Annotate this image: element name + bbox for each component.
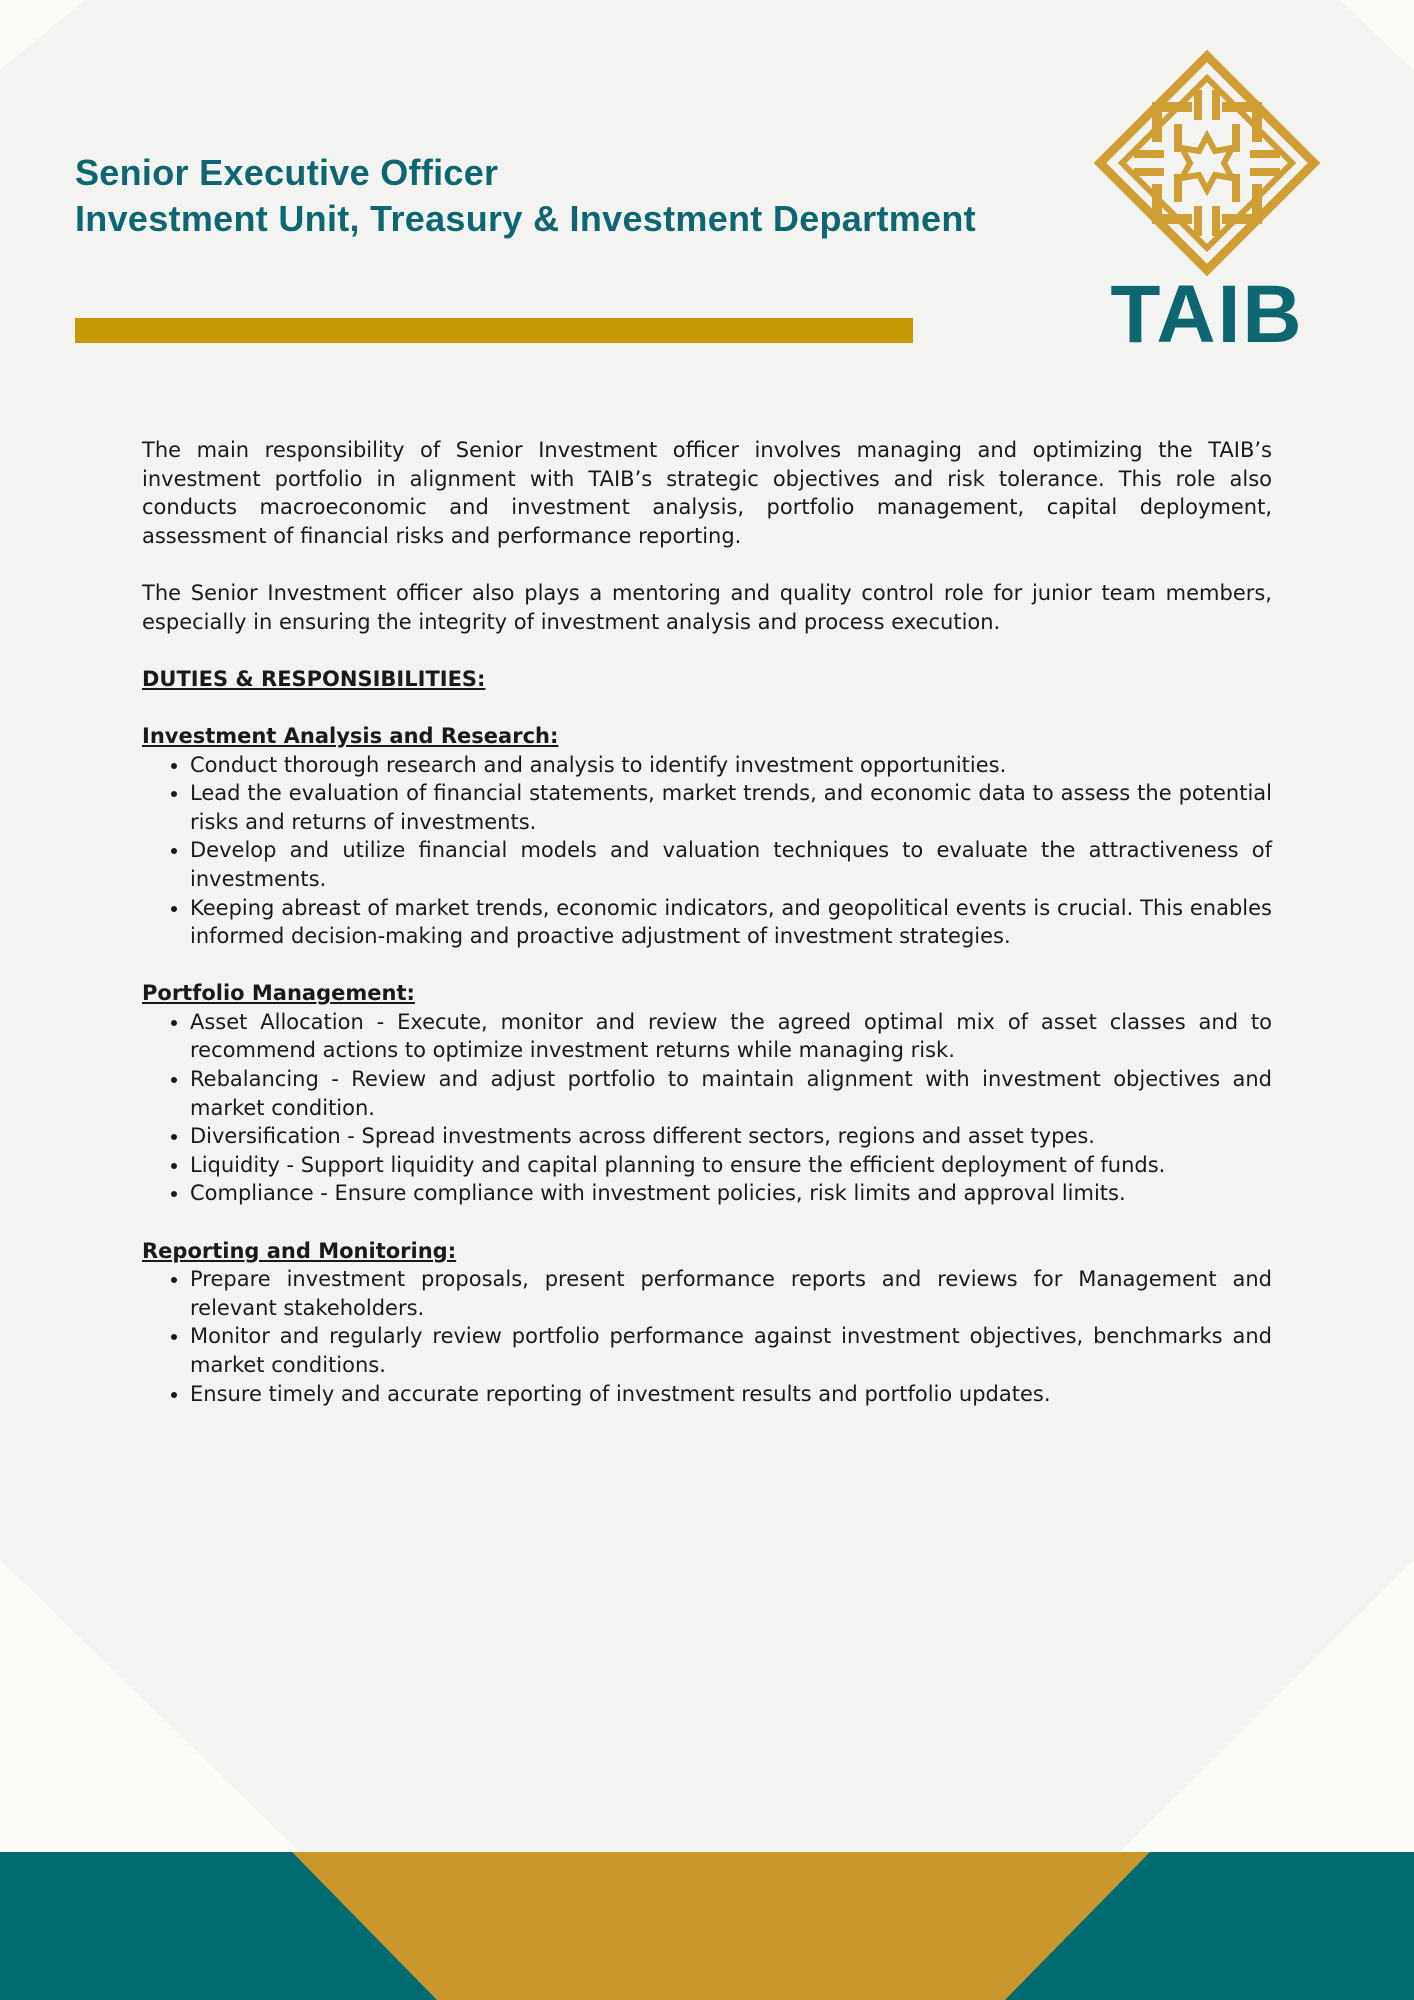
job-title: Senior Executive Officer: [75, 152, 499, 193]
section-heading: Portfolio Management:: [142, 981, 415, 1006]
list-item: • Conduct thorough research and analysis to identify investment opportunities.: [190, 751, 1272, 780]
section-heading: Investment Analysis and Research:: [142, 723, 559, 748]
section-portfolio-management: [142, 979, 1272, 1208]
bullet-list: [142, 1265, 1272, 1408]
department-title: Investment Unit, Treasury & Investment Department: [75, 198, 976, 239]
list-item: • Monitor and regularly review portfolio performance against investment objectives, benchmarks and market conditions.: [190, 1322, 1272, 1379]
section-reporting-monitoring: [142, 1237, 1272, 1409]
section-heading: Reporting and Monitoring:: [142, 1238, 457, 1263]
bullet-list: [142, 751, 1272, 951]
list-item: • Liquidity - Support liquidity and capital planning to ensure the efficient deployment of funds.: [190, 1151, 1272, 1180]
page-title: [75, 150, 1065, 242]
job-description: [142, 436, 1272, 1437]
title-underline-bar: [75, 318, 913, 343]
duties-heading: DUTIES & RESPONSIBILITIES:: [142, 666, 486, 691]
list-item: • Asset Allocation - Execute, monitor and review the agreed optimal mix of asset classes and to recommend actions to optimize investment returns while managing risk.: [190, 1008, 1272, 1065]
footer-band: [0, 1852, 1414, 2000]
list-item: • Lead the evaluation of financial statements, market trends, and economic data to assess the potential risks and returns of investments.: [190, 779, 1272, 836]
list-item: • Rebalancing - Review and adjust portfolio to maintain alignment with investment objectives and market condition.: [190, 1065, 1272, 1122]
list-item: • Prepare investment proposals, present performance reports and reviews for Management and relevant stakeholders.: [190, 1265, 1272, 1322]
list-item: • Diversification - Spread investments across different sectors, regions and asset types.: [190, 1122, 1272, 1151]
intro-paragraph-2: The Senior Investment officer also plays a mentoring and quality control role for junior team members, especially in ensuring the integrity of investment analysis and process execution.: [142, 580, 1272, 634]
calligraphy-emblem-icon: [1094, 50, 1320, 276]
section-investment-analysis: [142, 722, 1272, 951]
taib-logo: [1094, 50, 1320, 360]
list-item: • Develop and utilize financial models and valuation techniques to evaluate the attractiveness of investments.: [190, 836, 1272, 893]
list-item: • Compliance - Ensure compliance with investment policies, risk limits and approval limits.: [190, 1179, 1272, 1208]
intro-paragraph-1: The main responsibility of Senior Investment officer involves managing and optimizing the TAIB’s investment portfolio in alignment with TAIB’s strategic objectives and risk tolerance. This role also conducts macroeconomic and investment analysis, portfolio management, capital deployment, assessment of financial risks and performance reporting.: [142, 438, 1272, 548]
logo-wordmark: TAIB: [1110, 269, 1304, 360]
bullet-list: [142, 1008, 1272, 1208]
list-item: • Ensure timely and accurate reporting of investment results and portfolio updates.: [190, 1380, 1272, 1409]
list-item: • Keeping abreast of market trends, economic indicators, and geopolitical events is crucial. This enables informed decision-making and proactive adjustment of investment strategies.: [190, 894, 1272, 951]
